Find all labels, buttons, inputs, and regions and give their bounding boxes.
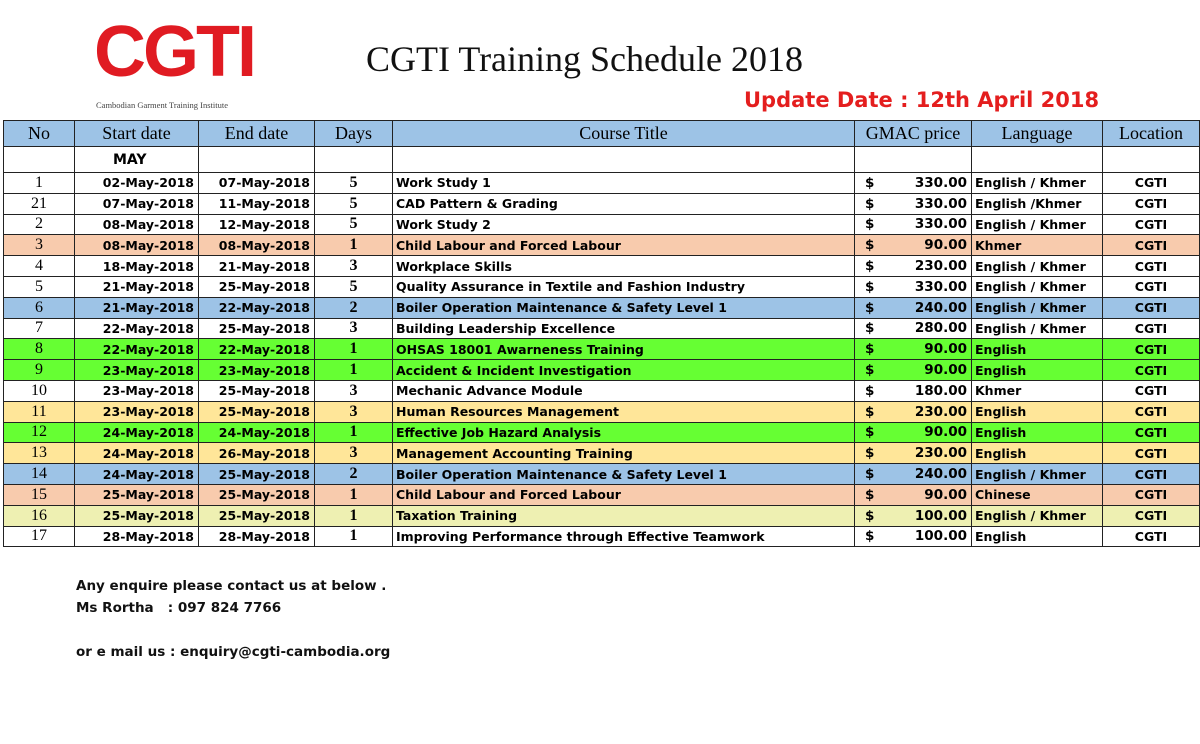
cell-days: 1: [315, 360, 393, 381]
contact-info: [76, 578, 390, 666]
table-row: [4, 235, 1200, 256]
cell-language: English / Khmer: [972, 464, 1103, 485]
currency-symbol: $: [865, 424, 875, 441]
price-amount: 90.00: [924, 237, 967, 254]
price-amount: 240.00: [914, 466, 967, 483]
contact-line-email: or e mail us : enquiry@cgti-cambodia.org: [76, 644, 391, 660]
col-header-end-date: End date: [199, 121, 315, 147]
currency-symbol: $: [865, 341, 875, 358]
cell-language: English / Khmer: [972, 297, 1103, 318]
cell-days: 2: [315, 464, 393, 485]
cell-price: [855, 214, 972, 235]
col-header-location: Location: [1103, 121, 1200, 147]
cell-start-date: 18-May-2018: [75, 256, 199, 277]
currency-symbol: $: [865, 403, 875, 420]
cell-course-title: Workplace Skills: [393, 256, 855, 277]
cell-days: 1: [315, 505, 393, 526]
price-amount: 230.00: [914, 445, 967, 462]
table-row: [4, 173, 1200, 194]
cell-language: English: [972, 422, 1103, 443]
cell-price: [855, 380, 972, 401]
price-amount: 230.00: [914, 258, 967, 275]
page-title: CGTI Training Schedule 2018: [366, 39, 803, 79]
price-amount: 90.00: [924, 424, 967, 441]
cell-location: CGTI: [1103, 505, 1200, 526]
cell-language: English: [972, 339, 1103, 360]
cell-course-title: Effective Job Hazard Analysis: [393, 422, 855, 443]
cell-start-date: 21-May-2018: [75, 297, 199, 318]
cell-no: 21: [4, 193, 75, 214]
cell-course-title: Building Leadership Excellence: [393, 318, 855, 339]
cell-language: English / Khmer: [972, 276, 1103, 297]
cell-start-date: 21-May-2018: [75, 276, 199, 297]
logo-tagline: Cambodian Garment Training Institute: [96, 100, 228, 110]
price-amount: 330.00: [914, 174, 967, 191]
cell-end-date: 11-May-2018: [199, 193, 315, 214]
cell-end-date: 25-May-2018: [199, 276, 315, 297]
cell-location: CGTI: [1103, 401, 1200, 422]
cell-end-date: 25-May-2018: [199, 464, 315, 485]
cell-price: [855, 464, 972, 485]
table-row: [4, 318, 1200, 339]
cell-days: 1: [315, 339, 393, 360]
currency-symbol: $: [865, 528, 875, 545]
cell-end-date: 12-May-2018: [199, 214, 315, 235]
cell-start-date: 22-May-2018: [75, 318, 199, 339]
cell-language: English / Khmer: [972, 256, 1103, 277]
cell-location: CGTI: [1103, 173, 1200, 194]
currency-symbol: $: [865, 278, 875, 295]
cell-no: 13: [4, 443, 75, 464]
col-header-course-title: Course Title: [393, 121, 855, 147]
cell-location: CGTI: [1103, 276, 1200, 297]
cell-days: 5: [315, 173, 393, 194]
cell-language: English: [972, 360, 1103, 381]
cell-course-title: Boiler Operation Maintenance & Safety Level 1: [393, 464, 855, 485]
cell-no: 9: [4, 360, 75, 381]
col-header-no: No: [4, 121, 75, 147]
currency-symbol: $: [865, 299, 875, 316]
cell-location: CGTI: [1103, 380, 1200, 401]
table-row: [4, 193, 1200, 214]
price-amount: 280.00: [914, 320, 967, 337]
cell-end-date: 23-May-2018: [199, 360, 315, 381]
cell-days: 3: [315, 256, 393, 277]
cell-end-date: 22-May-2018: [199, 297, 315, 318]
cell-days: 1: [315, 484, 393, 505]
cell-no: 7: [4, 318, 75, 339]
table-row: [4, 464, 1200, 485]
cell-start-date: 28-May-2018: [75, 526, 199, 547]
cell-no: 11: [4, 401, 75, 422]
cell-days: 5: [315, 193, 393, 214]
currency-symbol: $: [865, 216, 875, 233]
cell-no: 10: [4, 380, 75, 401]
table-row: [4, 422, 1200, 443]
cell-course-title: Boiler Operation Maintenance & Safety Level 1: [393, 297, 855, 318]
cell-days: 2: [315, 297, 393, 318]
price-amount: 330.00: [914, 216, 967, 233]
cell-price: [855, 422, 972, 443]
table-row: [4, 339, 1200, 360]
cell-no: 15: [4, 484, 75, 505]
logo-text: CGTI: [94, 12, 254, 92]
cell-days: 3: [315, 380, 393, 401]
cell-end-date: 22-May-2018: [199, 339, 315, 360]
cell-price: [855, 256, 972, 277]
table-row: [4, 484, 1200, 505]
cell-no: 8: [4, 339, 75, 360]
cell-days: 3: [315, 443, 393, 464]
cell-language: English / Khmer: [972, 214, 1103, 235]
cell-price: [855, 297, 972, 318]
price-amount: 180.00: [914, 382, 967, 399]
table-row: [4, 256, 1200, 277]
cell-no: 3: [4, 235, 75, 256]
currency-symbol: $: [865, 195, 875, 212]
cell-location: CGTI: [1103, 297, 1200, 318]
cell-price: [855, 401, 972, 422]
cell-course-title: Child Labour and Forced Labour: [393, 235, 855, 256]
cell-price: [855, 276, 972, 297]
cell-location: CGTI: [1103, 464, 1200, 485]
cell-price: [855, 484, 972, 505]
cell-days: 3: [315, 401, 393, 422]
cell-language: Khmer: [972, 235, 1103, 256]
month-row: [4, 147, 1200, 173]
cell-no: 14: [4, 464, 75, 485]
currency-symbol: $: [865, 486, 875, 503]
col-header-gmac-price: GMAC price: [855, 121, 972, 147]
cell-days: 5: [315, 214, 393, 235]
cell-no: 6: [4, 297, 75, 318]
cell-start-date: 25-May-2018: [75, 505, 199, 526]
cell-price: [855, 173, 972, 194]
cell-start-date: 24-May-2018: [75, 443, 199, 464]
cell-location: CGTI: [1103, 360, 1200, 381]
price-amount: 230.00: [914, 403, 967, 420]
price-amount: 90.00: [924, 362, 967, 379]
cell-location: CGTI: [1103, 214, 1200, 235]
cell-end-date: 21-May-2018: [199, 256, 315, 277]
table-header-row: [4, 121, 1200, 147]
cell-price: [855, 526, 972, 547]
cell-end-date: 28-May-2018: [199, 526, 315, 547]
cell-price: [855, 505, 972, 526]
cell-course-title: Taxation Training: [393, 505, 855, 526]
table-row: [4, 214, 1200, 235]
contact-line-enquire: Any enquire please contact us at below .: [76, 578, 387, 594]
price-amount: 100.00: [914, 507, 967, 524]
cell-language: English: [972, 401, 1103, 422]
cell-end-date: 24-May-2018: [199, 422, 315, 443]
cell-language: English /Khmer: [972, 193, 1103, 214]
col-header-start-date: Start date: [75, 121, 199, 147]
cell-language: English / Khmer: [972, 173, 1103, 194]
cell-price: [855, 443, 972, 464]
cell-days: 5: [315, 276, 393, 297]
currency-symbol: $: [865, 174, 875, 191]
cell-language: English / Khmer: [972, 318, 1103, 339]
cell-no: 2: [4, 214, 75, 235]
cell-course-title: Mechanic Advance Module: [393, 380, 855, 401]
cell-end-date: 07-May-2018: [199, 173, 315, 194]
cell-start-date: 08-May-2018: [75, 235, 199, 256]
price-amount: 240.00: [914, 299, 967, 316]
cell-language: Khmer: [972, 380, 1103, 401]
currency-symbol: $: [865, 445, 875, 462]
table-row: [4, 401, 1200, 422]
cell-days: 1: [315, 422, 393, 443]
cell-start-date: 08-May-2018: [75, 214, 199, 235]
cell-location: CGTI: [1103, 235, 1200, 256]
cell-location: CGTI: [1103, 256, 1200, 277]
cell-no: 12: [4, 422, 75, 443]
cell-location: CGTI: [1103, 193, 1200, 214]
price-amount: 100.00: [914, 528, 967, 545]
cell-start-date: 22-May-2018: [75, 339, 199, 360]
currency-symbol: $: [865, 382, 875, 399]
cell-course-title: Child Labour and Forced Labour: [393, 484, 855, 505]
cell-no: 5: [4, 276, 75, 297]
cell-start-date: 24-May-2018: [75, 464, 199, 485]
cell-start-date: 02-May-2018: [75, 173, 199, 194]
cell-start-date: 23-May-2018: [75, 360, 199, 381]
cell-course-title: OHSAS 18001 Awarneness Training: [393, 339, 855, 360]
currency-symbol: $: [865, 362, 875, 379]
cell-start-date: 23-May-2018: [75, 380, 199, 401]
cell-location: CGTI: [1103, 526, 1200, 547]
table-row: [4, 360, 1200, 381]
currency-symbol: $: [865, 466, 875, 483]
cell-course-title: Improving Performance through Effective Teamwork: [393, 526, 855, 547]
cell-start-date: 23-May-2018: [75, 401, 199, 422]
update-date: Update Date : 12th April 2018: [744, 88, 1100, 112]
table-row: [4, 526, 1200, 547]
price-amount: 90.00: [924, 486, 967, 503]
cell-start-date: 07-May-2018: [75, 193, 199, 214]
cell-course-title: Quality Assurance in Textile and Fashion Industry: [393, 276, 855, 297]
cell-course-title: Accident & Incident Investigation: [393, 360, 855, 381]
cell-language: English: [972, 443, 1103, 464]
currency-symbol: $: [865, 507, 875, 524]
cell-course-title: Work Study 2: [393, 214, 855, 235]
cell-days: 1: [315, 526, 393, 547]
col-header-days: Days: [315, 121, 393, 147]
cell-end-date: 26-May-2018: [199, 443, 315, 464]
price-amount: 330.00: [914, 195, 967, 212]
table-row: [4, 505, 1200, 526]
cell-price: [855, 339, 972, 360]
price-amount: 330.00: [914, 278, 967, 295]
month-label: MAY: [75, 147, 199, 173]
contact-line-phone: Ms Rortha : 097 824 7766: [76, 600, 282, 616]
cell-location: CGTI: [1103, 318, 1200, 339]
cell-location: CGTI: [1103, 484, 1200, 505]
table-row: [4, 443, 1200, 464]
cell-end-date: 08-May-2018: [199, 235, 315, 256]
cell-course-title: Work Study 1: [393, 173, 855, 194]
cgti-logo: [92, 12, 280, 110]
schedule-table: [3, 120, 1200, 547]
col-header-language: Language: [972, 121, 1103, 147]
table-row: [4, 380, 1200, 401]
cell-language: Chinese: [972, 484, 1103, 505]
cell-end-date: 25-May-2018: [199, 484, 315, 505]
cell-location: CGTI: [1103, 339, 1200, 360]
cell-end-date: 25-May-2018: [199, 380, 315, 401]
table-row: [4, 297, 1200, 318]
cell-course-title: Human Resources Management: [393, 401, 855, 422]
cell-location: CGTI: [1103, 443, 1200, 464]
cell-course-title: Management Accounting Training: [393, 443, 855, 464]
currency-symbol: $: [865, 258, 875, 275]
cell-no: 1: [4, 173, 75, 194]
cell-price: [855, 193, 972, 214]
cell-language: English / Khmer: [972, 505, 1103, 526]
price-amount: 90.00: [924, 341, 967, 358]
cell-end-date: 25-May-2018: [199, 505, 315, 526]
cell-price: [855, 360, 972, 381]
cell-price: [855, 235, 972, 256]
cell-price: [855, 318, 972, 339]
cell-start-date: 25-May-2018: [75, 484, 199, 505]
currency-symbol: $: [865, 237, 875, 254]
table-row: [4, 276, 1200, 297]
cell-location: CGTI: [1103, 422, 1200, 443]
cell-end-date: 25-May-2018: [199, 401, 315, 422]
currency-symbol: $: [865, 320, 875, 337]
cell-no: 17: [4, 526, 75, 547]
cell-no: 16: [4, 505, 75, 526]
cell-no: 4: [4, 256, 75, 277]
cell-course-title: CAD Pattern & Grading: [393, 193, 855, 214]
cell-days: 3: [315, 318, 393, 339]
cell-start-date: 24-May-2018: [75, 422, 199, 443]
cell-language: English: [972, 526, 1103, 547]
cell-end-date: 25-May-2018: [199, 318, 315, 339]
cell-days: 1: [315, 235, 393, 256]
